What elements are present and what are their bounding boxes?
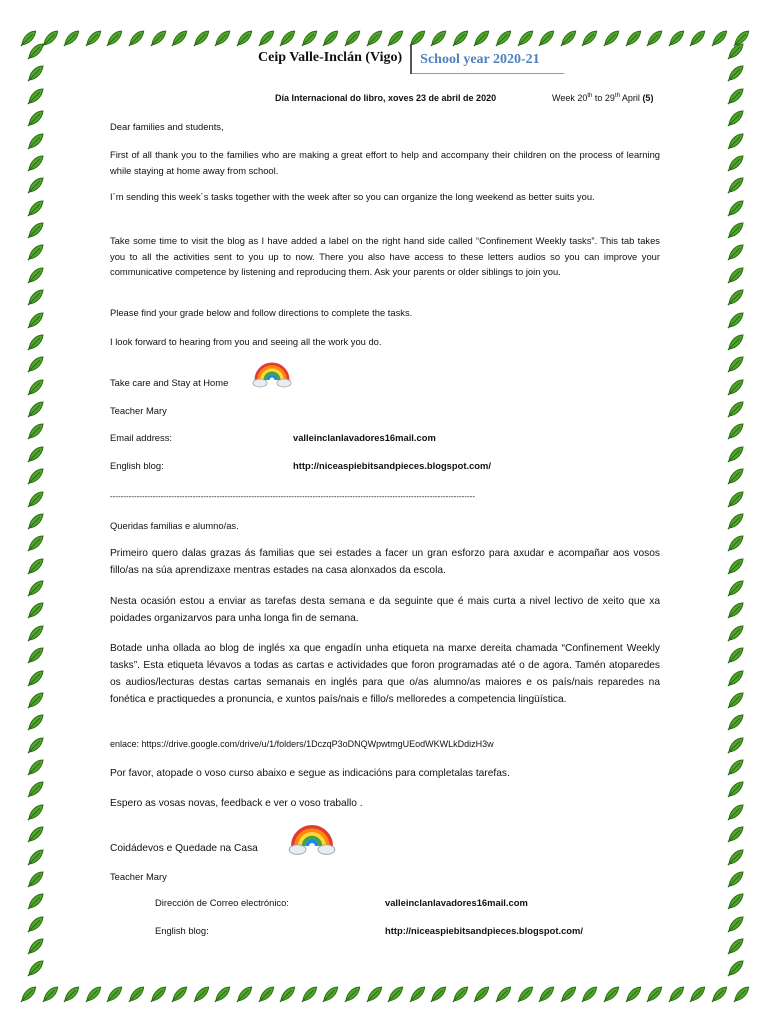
leaf-icon (725, 309, 747, 331)
leaf-icon (725, 711, 747, 733)
leaf-icon (725, 667, 747, 689)
leaf-icon (25, 935, 47, 957)
leaf-icon (725, 376, 747, 398)
leaf-icon (687, 27, 709, 49)
leaf-icon (25, 689, 47, 711)
separator-line: ----------------------------------------------------------------------------------------------------------------------------------------- (110, 492, 475, 501)
leaf-icon (25, 532, 47, 554)
galician-email-label: Dirección de Correo electrónico: (155, 897, 289, 908)
leaf-icon (725, 152, 747, 174)
leaf-icon (25, 309, 47, 331)
leaf-icon (25, 376, 47, 398)
border-bottom (18, 980, 752, 1008)
leaf-icon (342, 983, 364, 1005)
border-left (22, 40, 50, 980)
leaf-icon (725, 353, 747, 375)
leaf-icon (725, 465, 747, 487)
leaf-icon (212, 27, 234, 49)
english-paragraph-2: I´m sending this week´s tasks together with the week after so you can organize the long weekend as better suits you. (110, 191, 595, 202)
leaf-icon (25, 130, 47, 152)
english-teacher: Teacher Mary (110, 405, 167, 416)
leaf-icon (191, 27, 213, 49)
leaf-icon (148, 983, 170, 1005)
leaf-icon (25, 599, 47, 621)
leaf-icon (364, 983, 386, 1005)
english-blog-label: English blog: (110, 460, 164, 471)
leaf-icon (25, 85, 47, 107)
leaf-icon (493, 983, 515, 1005)
school-name: Ceip Valle-Inclán (Vigo) (250, 44, 412, 74)
leaf-icon (169, 983, 191, 1005)
week-suffix: April (619, 93, 643, 103)
leaf-icon (428, 983, 450, 1005)
leaf-icon (725, 286, 747, 308)
leaf-icon (725, 555, 747, 577)
week-prefix: Week 20 (552, 93, 588, 103)
leaf-icon (687, 983, 709, 1005)
galician-paragraph-2: Nesta ocasión estou a enviar as tarefas desta semana e da seguinte que é mais curta a nivel lectivo de xeito que xa poidades organizarvos para unha longa fin de semana. (110, 596, 660, 624)
leaf-icon (25, 174, 47, 196)
galician-paragraph-5: Espero as vosas novas, feedback e ver o voso traballo . (110, 798, 363, 809)
leaf-icon (234, 983, 256, 1005)
leaf-icon (725, 935, 747, 957)
leaf-icon (169, 27, 191, 49)
leaf-icon (25, 622, 47, 644)
leaf-icon (83, 983, 105, 1005)
leaf-icon (212, 983, 234, 1005)
leaf-icon (725, 174, 747, 196)
leaf-icon (725, 913, 747, 935)
leaf-icon (25, 107, 47, 129)
leaf-icon (725, 778, 747, 800)
leaf-icon (25, 801, 47, 823)
leaf-icon (725, 420, 747, 442)
date-line: Día Internacional do libro, xoves 23 de abril de 2020 (275, 93, 497, 103)
galician-signoff: Coidádevos e Quedade na Casa (110, 843, 258, 854)
leaf-icon (25, 913, 47, 935)
leaf-icon (25, 443, 47, 465)
leaf-icon (191, 983, 213, 1005)
leaf-icon (623, 27, 645, 49)
leaf-icon (536, 983, 558, 1005)
leaf-icon (471, 983, 493, 1005)
leaf-icon (725, 219, 747, 241)
leaf-icon (725, 532, 747, 554)
english-paragraph-4: Please find your grade below and follow directions to complete the tasks. (110, 307, 413, 318)
galician-link[interactable]: enlace: https://drive.google.com/drive/u/1/folders/1DczqP3oDNQWpwtmgUEodWKWLkDdizH3w (110, 739, 494, 749)
english-signoff: Take care and Stay at Home (110, 377, 229, 388)
leaf-icon (25, 734, 47, 756)
leaf-icon (25, 868, 47, 890)
leaf-icon (25, 286, 47, 308)
leaf-icon (25, 241, 47, 263)
leaf-icon (25, 667, 47, 689)
galician-paragraph-4: Por favor, atopade o voso curso abaixo e segue as indicacións para completalas tarefas. (110, 768, 510, 779)
leaf-icon (256, 983, 278, 1005)
leaf-icon (104, 27, 126, 49)
leaf-icon (25, 823, 47, 845)
leaf-icon (320, 983, 342, 1005)
leaf-icon (725, 264, 747, 286)
page-header (250, 44, 564, 74)
leaf-icon (25, 62, 47, 84)
leaf-icon (25, 264, 47, 286)
leaf-icon (725, 488, 747, 510)
leaf-icon (25, 510, 47, 532)
leaf-icon (725, 756, 747, 778)
english-paragraph-1: First of all thank you to the families who are making a great effort to help and accompany their children on the process of learning while staying at home away from school. (110, 149, 660, 176)
english-blog-link[interactable]: http://niceaspiebitsandpieces.blogspot.com/ (293, 460, 491, 471)
leaf-icon (558, 983, 580, 1005)
leaf-icon (725, 868, 747, 890)
week-number: (5) (642, 93, 654, 103)
english-paragraph-5: I look forward to hearing from you and seeing all the work you do. (110, 336, 382, 347)
leaf-icon (25, 465, 47, 487)
leaf-icon (725, 443, 747, 465)
leaf-icon (725, 331, 747, 353)
leaf-icon (725, 599, 747, 621)
week-middle: to 29 (592, 93, 615, 103)
leaf-icon (725, 107, 747, 129)
leaf-icon (25, 40, 47, 62)
leaf-icon (725, 40, 747, 62)
galician-blog-label: English blog: (155, 925, 209, 936)
leaf-icon (25, 219, 47, 241)
leaf-icon (725, 890, 747, 912)
galician-blog-link[interactable]: http://niceaspiebitsandpieces.blogspot.com/ (385, 925, 583, 936)
leaf-icon (25, 152, 47, 174)
leaf-icon (725, 197, 747, 219)
leaf-icon (725, 622, 747, 644)
leaf-icon (104, 983, 126, 1005)
leaf-icon (25, 957, 47, 979)
leaf-icon (126, 27, 148, 49)
leaf-icon (725, 577, 747, 599)
leaf-icon (666, 983, 688, 1005)
leaf-icon (25, 488, 47, 510)
leaf-icon (725, 846, 747, 868)
leaf-icon (725, 689, 747, 711)
leaf-icon (579, 27, 601, 49)
english-email-label: Email address: (110, 432, 173, 443)
leaf-icon (579, 983, 601, 1005)
leaf-icon (25, 644, 47, 666)
leaf-icon (277, 983, 299, 1005)
galician-email-value[interactable]: valleinclanlavadores16mail.com (385, 897, 528, 908)
leaf-icon (25, 711, 47, 733)
leaf-icon (731, 983, 753, 1005)
leaf-icon (148, 27, 170, 49)
leaf-icon (25, 778, 47, 800)
leaf-icon (18, 983, 40, 1005)
rainbow-cloud-icon (288, 822, 336, 858)
leaf-icon (725, 644, 747, 666)
leaf-icon (299, 983, 321, 1005)
leaf-icon (407, 983, 429, 1005)
galician-paragraph-1: Primeiro quero dalas grazas ás familias que sei estades a facer un gran esforzo para axudar e acompañar aos vosos fillo/as na súa aprendizaxe mentras estades na casa alonxados da escola. (110, 548, 660, 576)
border-right (722, 40, 750, 980)
leaf-icon (40, 983, 62, 1005)
leaf-icon (725, 241, 747, 263)
leaf-icon (725, 85, 747, 107)
galician-paragraph-3: Botade unha ollada ao blog de inglés xa que engadín unha etiqueta na marxe dereita chamada “Confinement Weekly tasks”. Esta etiqueta lévavos a todas as cartas e actividades que foron programadas até o de agora. Tamén atoparedes os audios/lecturas destas cartas semanais en inglés para que o/as alumno/as maiores e os país/nais reparedes na fonética e practiquedes a pronuncia, e xuntos país/nais e fillo/s melloredes a competencia lingüística. (110, 643, 660, 705)
week-label (552, 93, 653, 103)
galician-greeting: Queridas familias e alumno/as. (110, 520, 239, 531)
leaf-icon (601, 983, 623, 1005)
leaf-icon (126, 983, 148, 1005)
leaf-icon (725, 957, 747, 979)
leaf-icon (601, 27, 623, 49)
leaf-icon (725, 62, 747, 84)
leaf-icon (25, 890, 47, 912)
leaf-icon (25, 331, 47, 353)
leaf-icon (25, 756, 47, 778)
leaf-icon (725, 130, 747, 152)
leaf-icon (450, 983, 472, 1005)
galician-teacher: Teacher Mary (110, 871, 167, 882)
english-paragraph-3: Take some time to visit the blog as I have added a label on the right hand side called “Confinement Weekly tasks”. This tab takes you to all the activities sent to you up to now. There you also have access to these letters audios so you can improve your communicative competence by listening and reproducing them. Ask your parents or older siblings to join you. (110, 235, 660, 277)
english-greeting: Dear families and students, (110, 121, 224, 132)
leaf-icon (644, 27, 666, 49)
leaf-icon (25, 197, 47, 219)
leaf-icon (61, 27, 83, 49)
leaf-icon (666, 27, 688, 49)
leaf-icon (25, 555, 47, 577)
week-sup-2: th (614, 93, 620, 99)
leaf-icon (515, 983, 537, 1005)
leaf-icon (725, 801, 747, 823)
leaf-icon (25, 577, 47, 599)
leaf-icon (61, 983, 83, 1005)
leaf-icon (725, 510, 747, 532)
week-sup-1: th (587, 93, 593, 99)
leaf-icon (385, 983, 407, 1005)
leaf-icon (725, 734, 747, 756)
leaf-icon (25, 846, 47, 868)
leaf-icon (725, 823, 747, 845)
leaf-icon (709, 983, 731, 1005)
leaf-icon (83, 27, 105, 49)
school-year: School year 2020-21 (412, 45, 564, 74)
leaf-icon (25, 398, 47, 420)
leaf-icon (25, 353, 47, 375)
rainbow-cloud-icon (252, 360, 292, 390)
english-email-value[interactable]: valleinclanlavadores16mail.com (293, 432, 436, 443)
leaf-icon (644, 983, 666, 1005)
leaf-icon (25, 420, 47, 442)
leaf-icon (725, 398, 747, 420)
leaf-icon (623, 983, 645, 1005)
